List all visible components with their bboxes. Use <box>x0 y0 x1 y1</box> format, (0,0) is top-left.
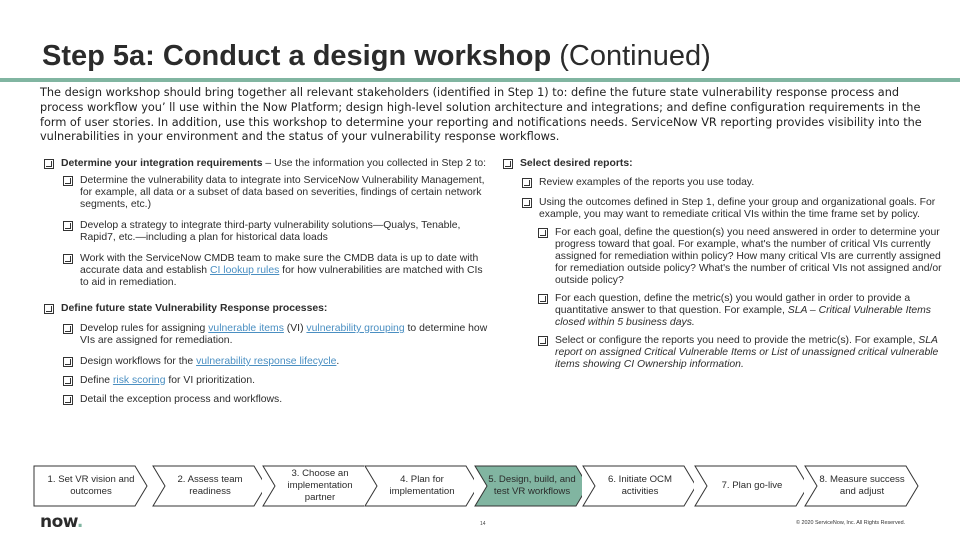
integration-subitem-text: Determine the vulnerability data to integrate into ServiceNow Vulnerability Management, for example, all data or a subset of data based on severities, findings of certain network segments, etc.) <box>80 175 485 210</box>
process-step <box>152 460 268 512</box>
integration-requirements-item <box>44 158 494 170</box>
checkbox-icon <box>538 294 548 304</box>
checkbox-icon <box>44 159 54 169</box>
right-column <box>503 158 943 371</box>
title-bold: Step 5a: Conduct a design workshop <box>42 40 552 72</box>
select-text: Select or configure the reports you need to provide the metric(s). For example, <box>555 335 919 346</box>
outcomes-text: Using the outcomes defined in Step 1, define your group and organizational goals. For example, you may want to remediate critical VIs within the time frame set by policy. <box>539 197 936 220</box>
process-step-label: 7. Plan go-live <box>721 480 783 491</box>
process-step <box>33 460 149 512</box>
review-text: Review examples of the reports you use today. <box>539 177 755 188</box>
page-number: 14 <box>480 521 486 527</box>
checkbox-icon <box>522 178 532 188</box>
exception-subitem <box>63 394 494 406</box>
question-example: SLA – Critical Vulnerable Items closed within 5 business days. <box>555 305 931 328</box>
future-heading: Define future state Vulnerability Response processes: <box>61 303 328 314</box>
process-step-label: 5. Design, build, and test VR workflows <box>488 474 576 497</box>
checkbox-icon <box>63 357 73 367</box>
process-step <box>694 460 810 512</box>
slide-title <box>42 40 711 73</box>
vulnerability-lifecycle-link[interactable]: vulnerability response lifecycle <box>196 356 337 367</box>
risk-scoring-link[interactable]: risk scoring <box>112 375 166 386</box>
title-light: (Continued) <box>551 40 711 72</box>
exception-text: Detail the exception process and workflows. <box>80 394 283 405</box>
process-step-label: 2. Assess team readiness <box>177 474 243 497</box>
process-step-label: 8. Measure success and adjust <box>819 474 905 497</box>
workflow-subitem <box>63 356 494 368</box>
vulnerability-grouping-link[interactable]: vulnerability grouping <box>306 323 405 334</box>
goal-subitem <box>538 227 943 287</box>
select-subitem <box>538 335 943 371</box>
risk-subitem <box>63 375 494 387</box>
logo-dot: . <box>76 512 83 532</box>
checkbox-icon <box>63 254 73 264</box>
question-subitem <box>538 293 943 329</box>
integration-rest: – Use the information you collected in Step 2 to: <box>262 158 487 169</box>
checkbox-icon <box>538 228 548 238</box>
integration-subitem-text: Develop a strategy to integrate third-party vulnerability solutions—Qualys, Tenable, Rapid7, etc.—including a plan for historical data loads <box>80 220 461 243</box>
servicenow-logo <box>40 512 83 532</box>
checkbox-icon <box>44 304 54 314</box>
select-example: SLA report on assigned Critical Vulnerable Items or List of unassigned critical vulnerable items showing CI Ownership information. <box>555 335 939 370</box>
intro-paragraph: The design workshop should bring together all relevant stakeholders (identified in Step 1) to: define the future state vulnerability response process and process workflow you’ ll use within the Now Platform; design high-level solution architecture and integrations; and define configuration requirements in the form of user stories. In addition, use this workshop to determine your reporting and notifications needs. ServiceNow VR reporting provides visibility into the vulnerabilities in your environment and the status of your vulnerability response workflows. <box>40 86 922 144</box>
future-state-item <box>44 303 494 315</box>
logo-text: now <box>40 512 77 532</box>
vulnerable-items-link[interactable]: vulnerable items <box>208 323 284 334</box>
rules-subitem <box>63 323 494 347</box>
workflow-end: . <box>336 356 340 367</box>
checkbox-icon <box>63 324 73 334</box>
process-step <box>804 460 920 512</box>
checkbox-icon <box>503 159 513 169</box>
ci-lookup-rules-link[interactable]: CI lookup rules <box>209 265 280 276</box>
integration-subitem <box>63 175 494 211</box>
checkbox-icon <box>63 395 73 405</box>
copyright: © 2020 ServiceNow, Inc. All Rights Reserved. <box>796 520 906 526</box>
process-step-label: 6. Initiate OCM activities <box>608 474 672 497</box>
reports-item <box>503 158 943 170</box>
workflow-text: Design workflows for the <box>80 356 197 367</box>
process-step-label: 1. Set VR vision and outcomes <box>47 474 135 497</box>
process-step-label: 3. Choose an implementation partner <box>287 468 353 503</box>
rules-mid: (VI) <box>283 323 307 334</box>
review-subitem <box>522 177 943 189</box>
risk-text-end: for VI prioritization. <box>165 375 255 386</box>
process-step <box>364 460 480 512</box>
rules-text: Develop rules for assigning <box>80 323 209 334</box>
cmdb-text: Work with the ServiceNow CMDB team to make sure the CMDB data is up to date with accurate data and establish <box>80 253 479 276</box>
goal-text: For each goal, define the question(s) you need answered in order to determine your progress toward that goal. For example, what's the number of critical VIs currently assigned for remediation within policy? How many critical VIs are currently assigned for remediation outside policy? What's the number of critical VIs not assigned and/or outside policy? <box>555 227 942 286</box>
checkbox-icon <box>63 376 73 386</box>
process-step-active <box>474 460 590 512</box>
checkbox-icon <box>538 336 548 346</box>
integration-subitem <box>63 220 494 244</box>
checkbox-icon <box>522 198 532 208</box>
title-rule <box>0 78 960 82</box>
integration-heading: Determine your integration requirements <box>61 158 263 169</box>
checkbox-icon <box>63 221 73 231</box>
process-step <box>262 460 378 512</box>
question-text: For each question, define the metric(s) you would gather in order to provide a quantitative answer to that question. For example, <box>555 293 911 316</box>
left-column <box>44 158 494 406</box>
cmdb-text-end: for how vulnerabilities are matched with CIs to aid in remediation. <box>80 265 483 288</box>
outcomes-subitem <box>522 197 943 221</box>
checkbox-icon <box>63 176 73 186</box>
risk-text: Define <box>80 375 113 386</box>
rules-text-end: to determine how VIs are assigned for remediation. <box>80 323 488 346</box>
process-steps <box>0 460 960 520</box>
cmdb-subitem <box>63 253 494 289</box>
reports-heading: Select desired reports: <box>520 158 633 169</box>
process-step-label: 4. Plan for implementation <box>389 474 455 497</box>
process-step <box>582 460 698 512</box>
